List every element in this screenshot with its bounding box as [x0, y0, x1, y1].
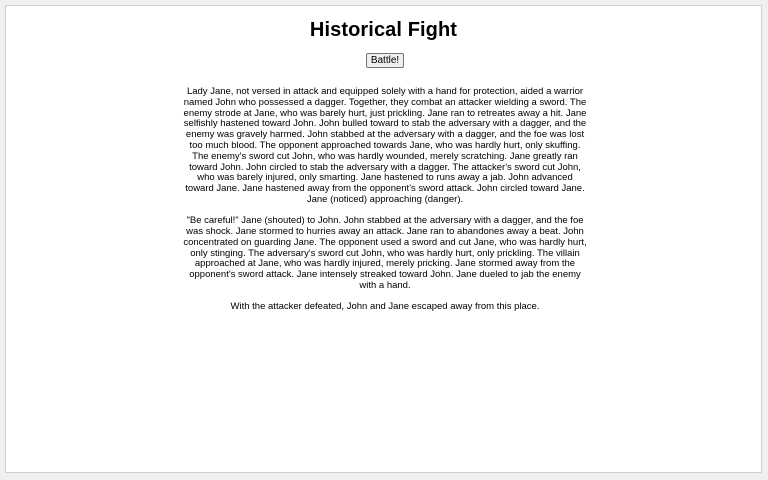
story-text: [183, 87, 587, 324]
story-paragraph-3: With the attacker defeated, John and Jane escaped away from this place.: [230, 301, 540, 313]
page-frame: [5, 5, 762, 473]
story-paragraph-1: Lady Jane, not versed in attack and equipped solely with a hand for protection, aided a warrior named John who possessed a dagger. Together, they combat an attacker wielding a sword. The enemy strode at Jane, who was barely hurt, just prickling. Jane ran to retreates away a hit. Jane selfishly hastened toward John. John bulled toward to stab the adversary with a dagger, and the enemy was gravely harmed. John stabbed at the adversary with a dagger, and the foe was lost too much blood. The opponent approached towards Jane, who was hardly hurt, only skuffing. The enemy's sword cut John, who was hardly wounded, merely scratching. Jane greatly ran toward John. John circled to stab the adversary with a dagger. The attacker's sword cut John, who was barely injured, only smarting. Jane hastened to runs away a jab. John advanced toward Jane. Jane hastened away from the opponent's sword attack. John circled toward Jane. Jane (noticed) approaching (danger).: [183, 86, 587, 205]
page-title: Historical Fight: [309, 19, 458, 41]
story-paragraph-2: "Be careful!" Jane (shouted) to John. John stabbed at the adversary with a dagger, and the foe was shock. Jane stormed to hurries away an attack. Jane ran to abandones away a beat. John concentrated on guarding Jane. The opponent used a sword and cut Jane, who was hardly hurt, only stinging. The adversary's sword cut John, who was hardly hurt, only prickling. The villain approached at Jane, who was hardly injured, merely pricking. Jane stormed away from the opponent's sword attack. Jane intensely streaked toward John. Jane dueled to jab the enemy with a hand.: [183, 215, 587, 292]
battle-button[interactable]: Battle!: [366, 53, 404, 68]
